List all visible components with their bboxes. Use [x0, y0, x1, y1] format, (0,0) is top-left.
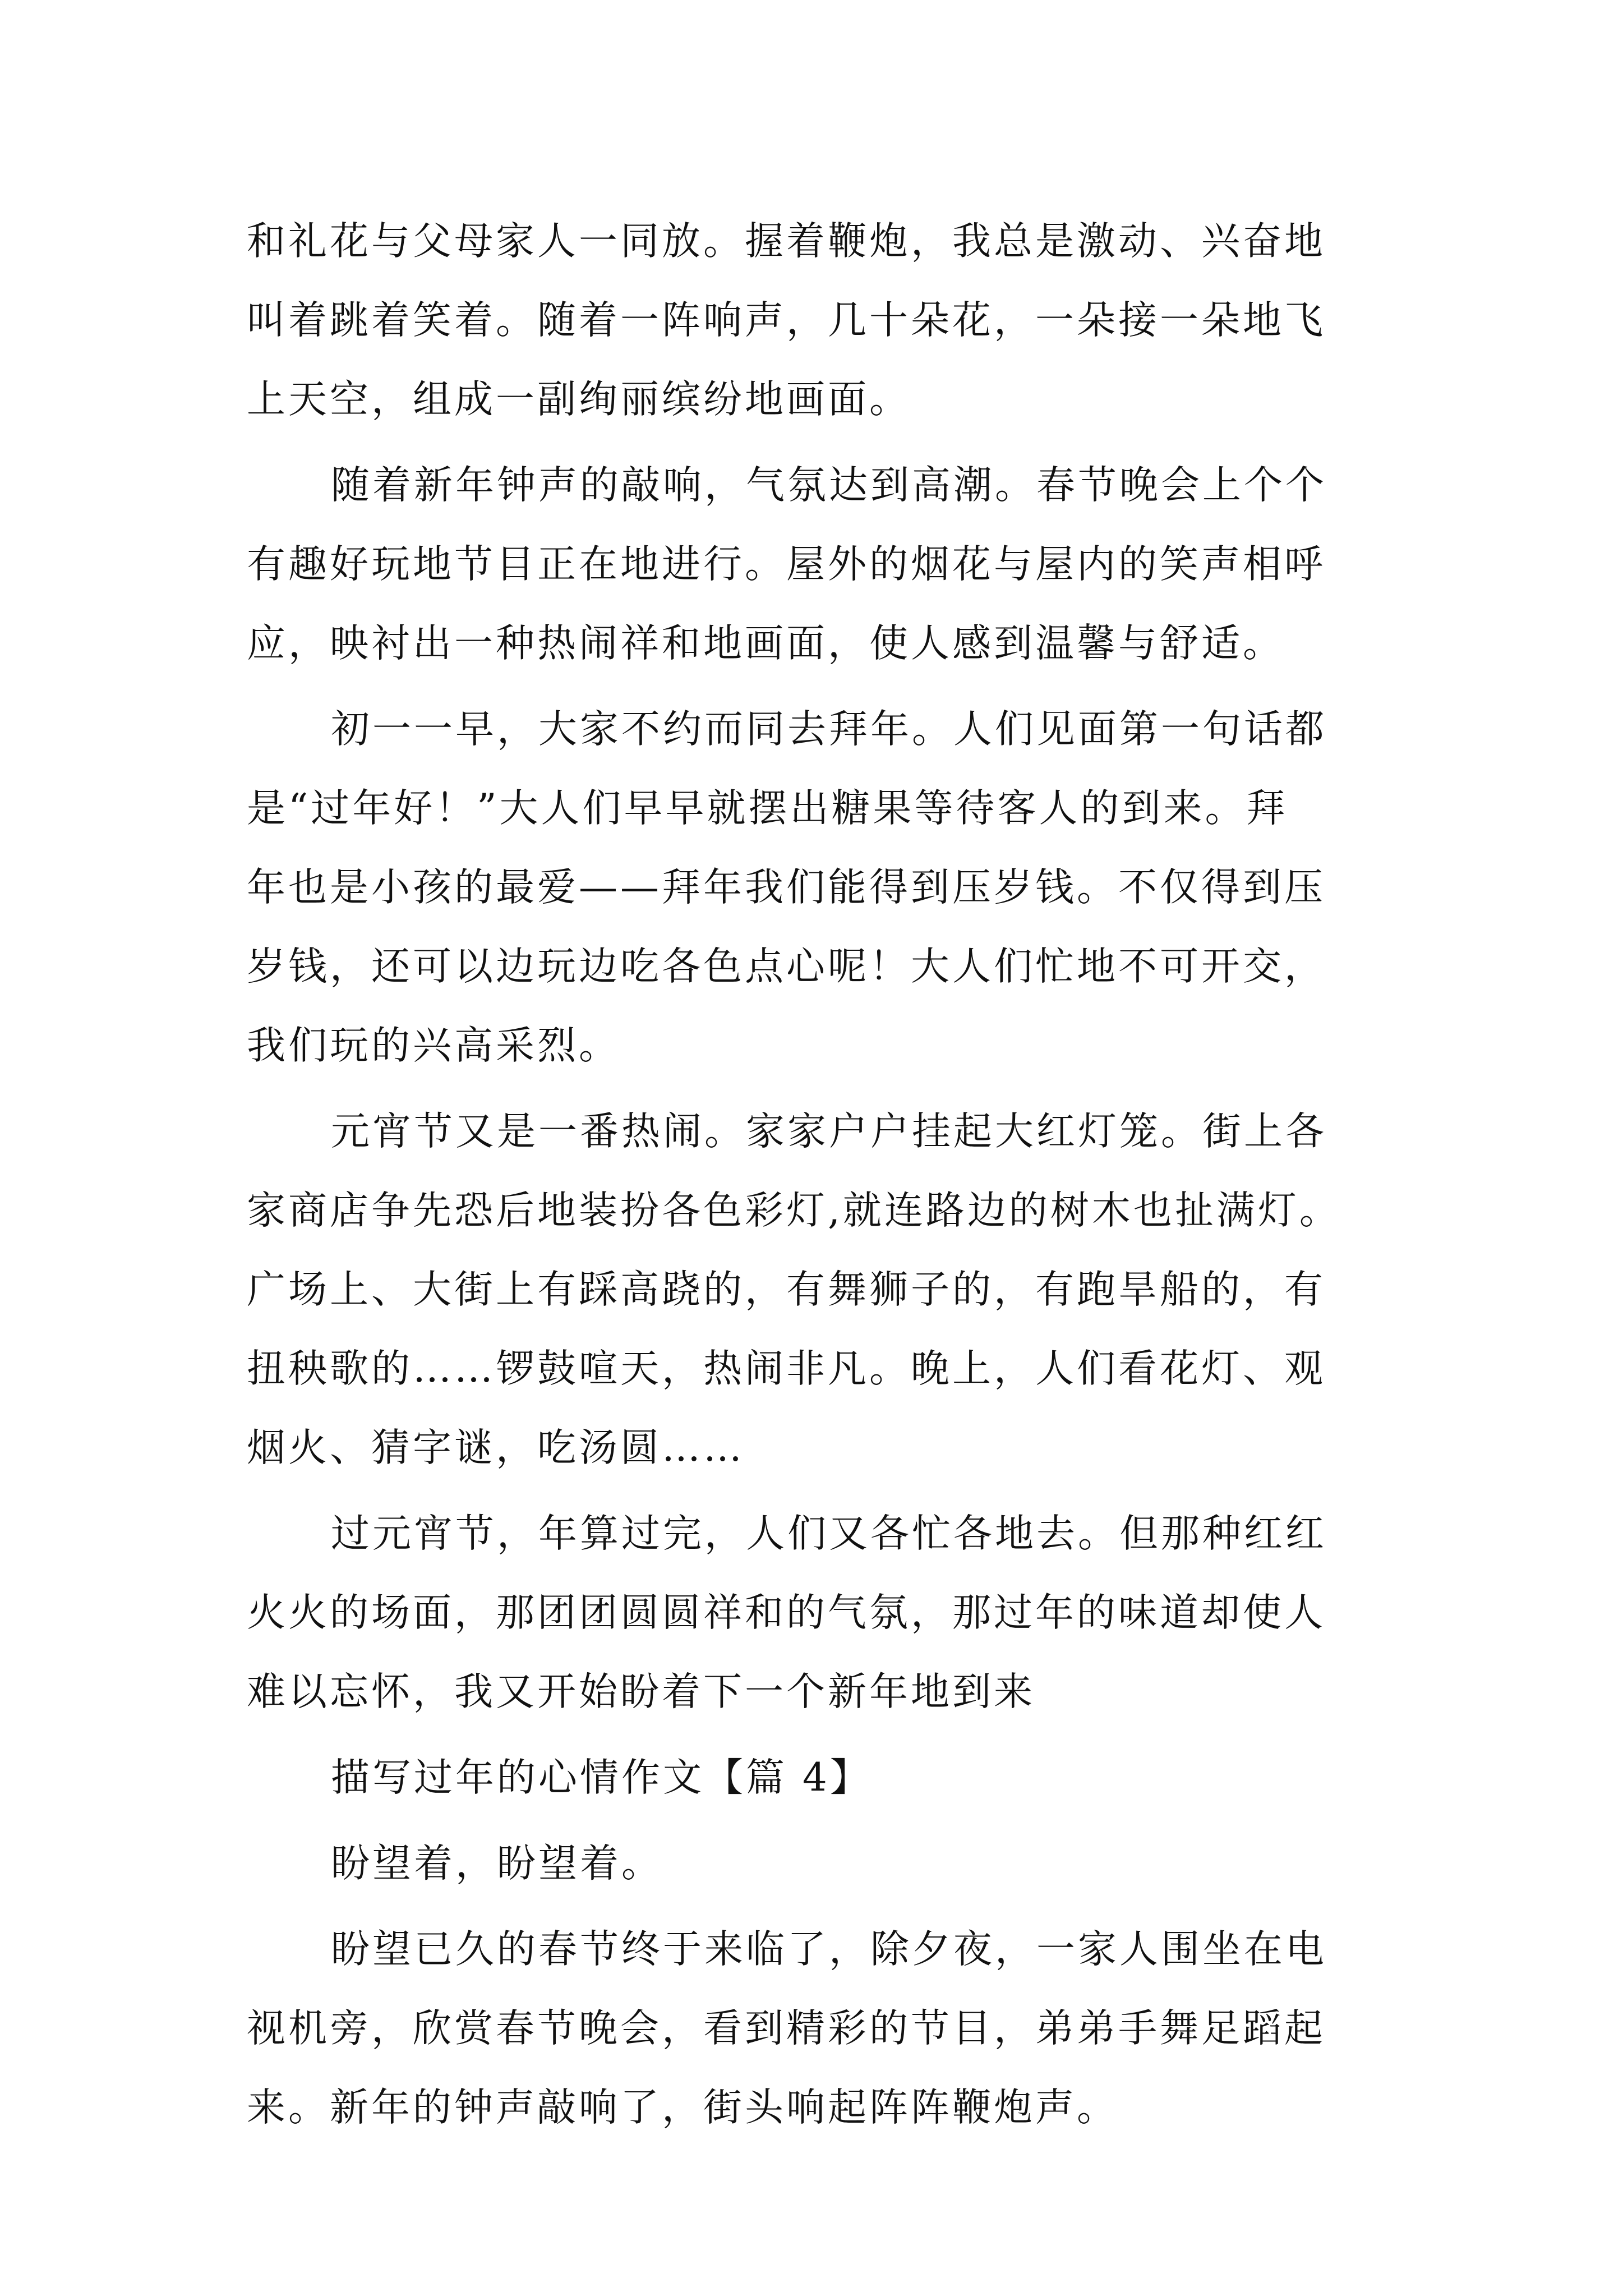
text-line: 应，映衬出一种热闹祥和地画面，使人感到温馨与舒适。 — [247, 621, 1284, 666]
text-line: 扭秧歌的……锣鼓喧天，热闹非凡。晚上，人们看花灯、观 — [247, 1346, 1326, 1391]
document-body — [247, 202, 1374, 2147]
paragraph — [247, 1824, 1374, 1903]
section-heading — [247, 1738, 1374, 1818]
text-line: 火火的场面，那团团圆圆祥和的气氛，那过年的味道却使人 — [247, 1590, 1326, 1635]
paragraph — [247, 446, 1374, 683]
text-line: 过元宵节，年算过完，人们又各忙各地去。但那种红红 — [331, 1511, 1327, 1556]
text-line: 上天空，组成一副绚丽缤纷地画面。 — [247, 377, 911, 422]
text-line: 描写过年的心情作文【篇 4】 — [331, 1755, 872, 1800]
text-line: 我们玩的兴高采烈。 — [247, 1023, 620, 1068]
text-line: 来。新年的钟声敲响了，街头响起阵阵鞭炮声。 — [247, 2085, 1118, 2130]
text-line: 岁钱，还可以边玩边吃各色点心呢！大人们忙地不可开交， — [247, 944, 1326, 989]
text-line: 盼望已久的春节终于来临了，除夕夜，一家人围坐在电 — [331, 1927, 1327, 1972]
text-line: 是“过年好！”大人们早早就摆出糖果等待客人的到来。拜 — [247, 786, 1288, 831]
paragraph — [247, 1092, 1374, 1488]
text-line: 盼望着，盼望着。 — [331, 1841, 663, 1886]
paragraph — [247, 690, 1374, 1085]
text-line: 难以忘怀，我又开始盼着下一个新年地到来 — [247, 1669, 1035, 1714]
text-line: 家商店争先恐后地装扮各色彩灯,就连路边的树木也扯满灯。 — [247, 1188, 1341, 1233]
text-line: 随着新年钟声的敲响，气氛达到高潮。春节晚会上个个 — [331, 463, 1327, 508]
paragraph — [247, 202, 1374, 439]
text-line: 烟火、猜字谜，吃汤圆…… — [247, 1425, 745, 1470]
text-line: 初一一早，大家不约而同去拜年。人们见面第一句话都 — [331, 707, 1327, 752]
text-line: 有趣好玩地节目正在地进行。屋外的烟花与屋内的笑声相呼 — [247, 542, 1326, 587]
paragraph — [247, 1494, 1374, 1732]
text-line: 广场上、大街上有踩高跷的，有舞狮子的，有跑旱船的，有 — [247, 1267, 1326, 1312]
text-line: 元宵节又是一番热闹。家家户户挂起大红灯笼。街上各 — [331, 1109, 1327, 1154]
text-line: 视机旁，欣赏春节晚会，看到精彩的节目，弟弟手舞足蹈起 — [247, 2006, 1326, 2051]
paragraph — [247, 1910, 1374, 2147]
text-line: 和礼花与父母家人一同放。握着鞭炮，我总是激动、兴奋地 — [247, 219, 1326, 264]
text-line: 年也是小孩的最爱——拜年我们能得到压岁钱。不仅得到压 — [247, 865, 1326, 910]
text-line: 叫着跳着笑着。随着一阵响声，几十朵花，一朵接一朵地飞 — [247, 298, 1326, 343]
